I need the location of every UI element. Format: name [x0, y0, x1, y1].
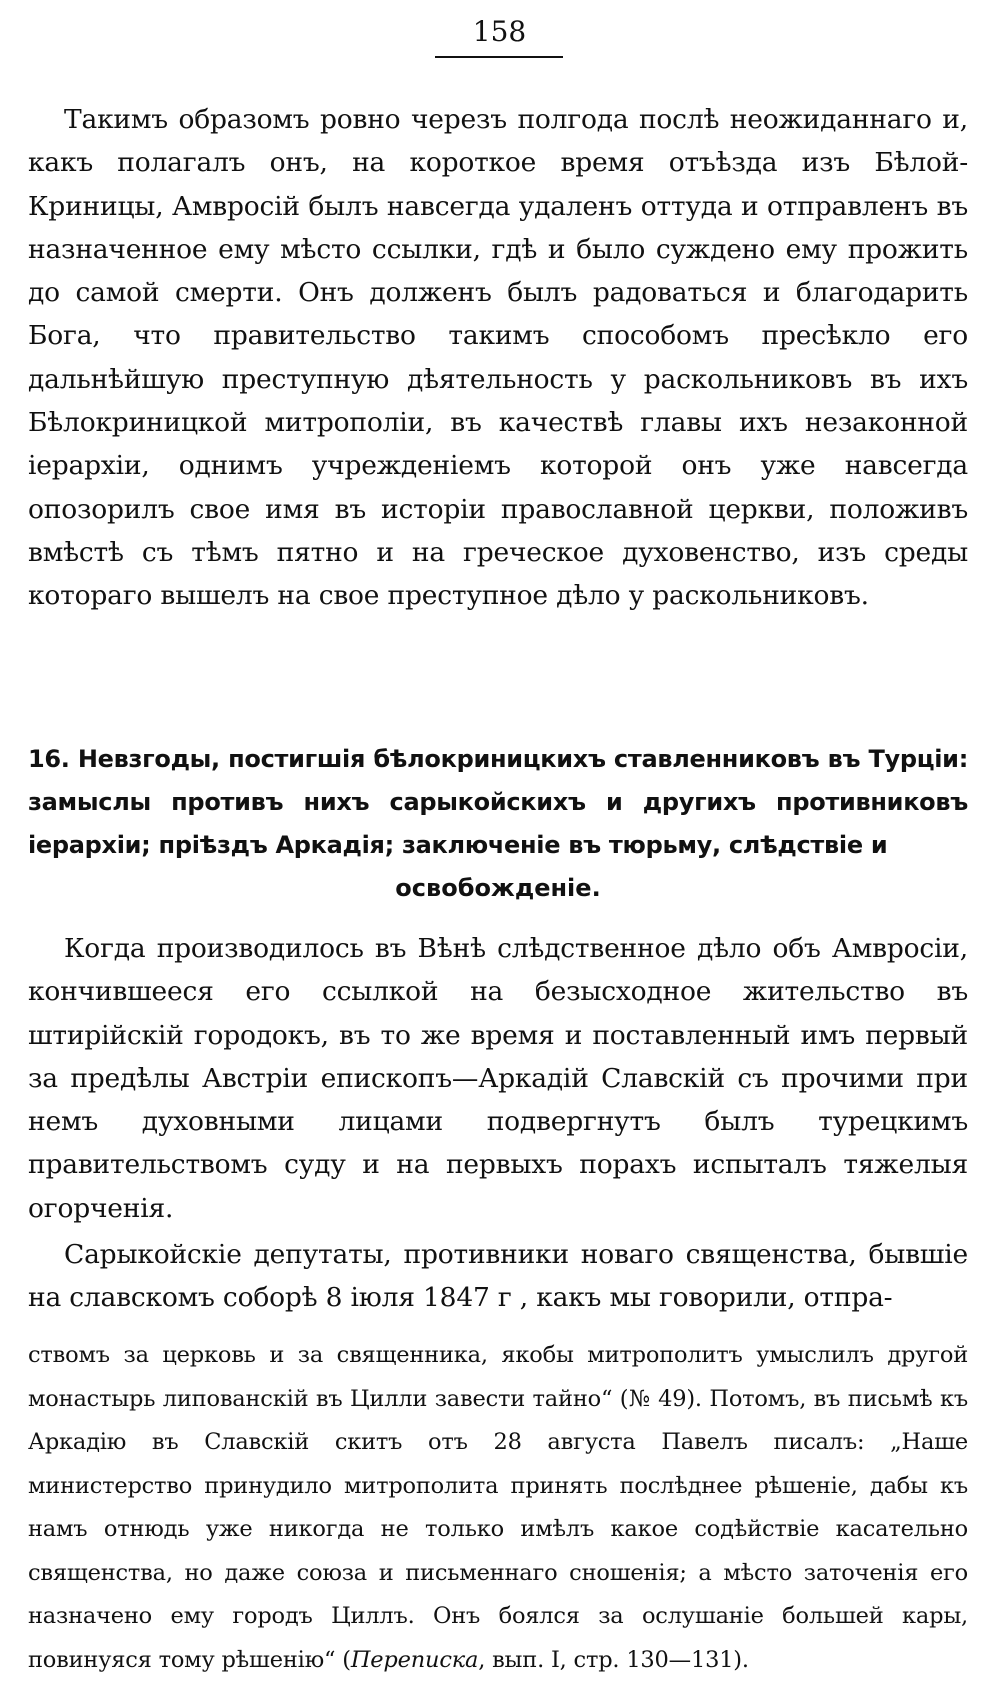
- section-heading-last-line: освобожденіе.: [395, 874, 601, 902]
- footnote: [28, 1334, 968, 1682]
- footnote-text-before: ствомъ за церковь и за священника, якобы митрополитъ умыслилъ другой монастырь липованскій въ Цилли завести тайно“ (№ 49). Потомъ, въ письмѣ къ Аркадію въ Славскій скитъ отъ 28 августа Павелъ писалъ: „Наше министерство принудило митрополита принять послѣднее рѣшеніе, дабы къ намъ отнюдь уже никогда не только имѣлъ какое содѣйствіе касательно священства, но даже союза и письменнаго сношенія; а мѣсто заточенія его назначено ему городъ Циллъ. Онъ боялся за ослушаніе большей кары, повинуяся тому рѣшенію“ (: [28, 1342, 968, 1673]
- paragraph-3: Сарыкойскіе депутаты, противники новаго священства, бывшіе на славскомъ соборѣ 8 іюля 1847 г , какъ мы говорили, отпра-: [28, 1239, 968, 1314]
- footnote-text-after: , вып. I, стр. 130—131).: [478, 1646, 749, 1673]
- footnote-source-title: Переписка: [350, 1646, 479, 1673]
- footnote-separator: [28, 1323, 968, 1324]
- page-number-underline: [435, 56, 563, 58]
- paragraph-2: Когда производилось въ Вѣнѣ слѣдственное дѣло объ Амвросіи, кончившееся его ссылкой на безысходное жительство въ штирійскій городокъ, въ то же время и поставленный имъ первый за предѣлы Австріи епископъ—Аркадій Славскій съ прочими при немъ духовными лицами подвергнутъ былъ турецкимъ правительствомъ суду и на первыхъ порахъ испыталъ тяжелыя огорченія.: [28, 933, 968, 1224]
- section-heading: 16. Невзгоды, постигшія бѣлокриницкихъ ставленниковъ въ Турціи: замыслы противъ нихъ сарыкойскихъ и другихъ противниковъ іерархіи; пріѣздъ Аркадія; заключеніе въ тюрьму, слѣдствіе и: [28, 745, 968, 859]
- page-number: 158: [472, 15, 527, 48]
- paragraph-1: Такимъ образомъ ровно черезъ полгода послѣ неожиданнаго и, какъ полагалъ онъ, на короткое время отъѣзда изъ Бѣлой-Криницы, Амвросій былъ навсегда удаленъ оттуда и отправленъ въ назначенное ему мѣсто ссылки, гдѣ и было суждено ему прожить до самой смерти. Онъ долженъ былъ радоваться и благодарить Бога, что правительство такимъ способомъ пресѣкло его дальнѣйшую преступную дѣятельность у раскольниковъ въ ихъ Бѣлокриницкой митрополіи, въ качествѣ главы ихъ незаконной іерархіи, однимъ учрежденіемъ которой онъ уже навсегда опозорилъ свое имя въ исторіи православной церкви, положивъ вмѣстѣ съ тѣмъ пятно и на греческое духовенство, изъ среды котораго вышелъ на свое преступное дѣло у раскольниковъ.: [28, 104, 968, 612]
